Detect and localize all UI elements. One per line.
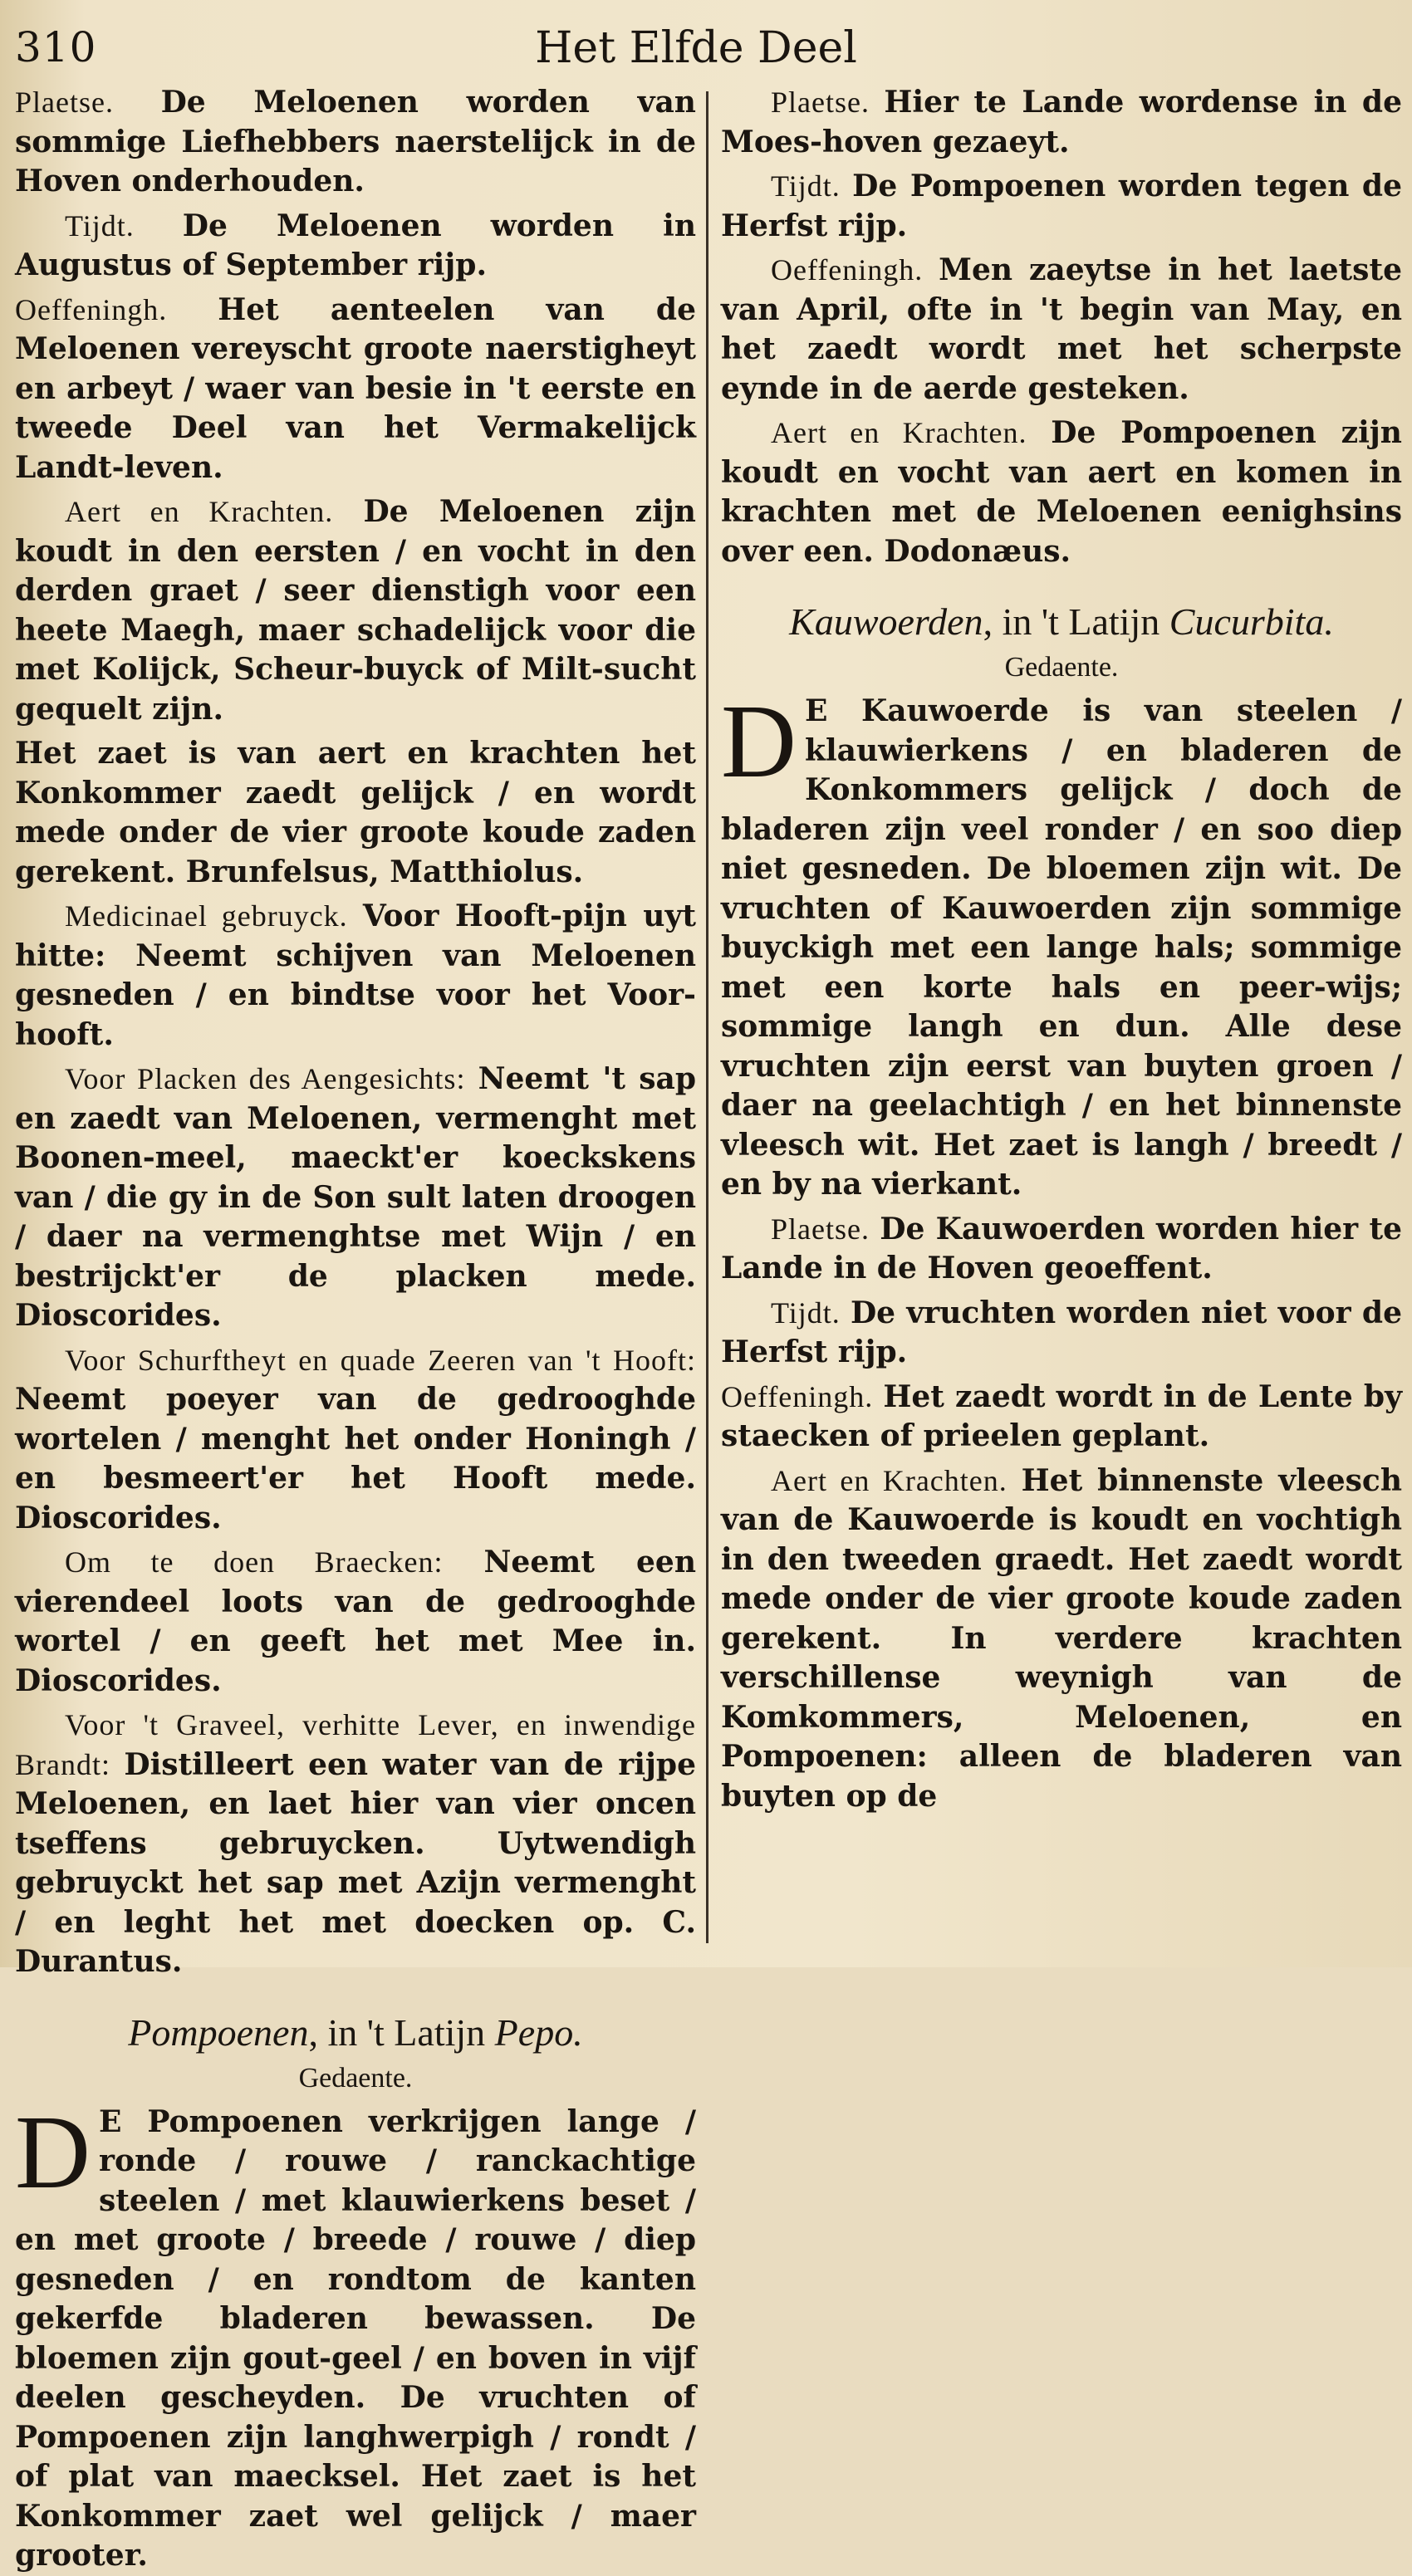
section-latin-name: Pepo.	[494, 2010, 583, 2054]
right-column	[721, 83, 1402, 1952]
paragraph-tijdt	[721, 167, 1402, 246]
paragraph-aert-en-krachten	[15, 492, 696, 729]
paragraph-text: Het aenteelen van de Meloenen vereyscht groote naerstigheyt en arbeyt / waer van besie in 't eerste en tweede Deel van het Vermakelijck Landt-leven.	[15, 291, 696, 485]
subheading-gedaente: Gedaente.	[1004, 652, 1119, 683]
paragraph-label: Medicinael gebruyck.	[65, 899, 348, 933]
paragraph-text: Distilleert een water van de rijpe Meloenen, en laet hier van vier oncen tseffens gebruycken. Uytwendigh gebruyckt het sap met Azijn vermenght / en leght het met doecken op. C. Durantus.	[15, 1746, 696, 1979]
paragraph-label: Oeffeningh.	[771, 253, 924, 286]
section-name: Kauwoerden	[789, 600, 983, 643]
paragraph-text: De Kauwoerden worden hier te Lande in de Hoven geoeffent.	[721, 1211, 1402, 1286]
paragraph-text: Neemt poeyer van de gedrooghde wortelen / menght het onder Honingh / en besmeert'er het Hooft mede. Dioscorides.	[15, 1382, 696, 1535]
paragraph-kauwoerden-gedaente	[721, 684, 1402, 1205]
paragraph-text: De Meloenen zijn koudt in den eersten / en vocht in den derden graet / seer dienstigh voor een heete Maegh, maer schadelijck voor die met Kolijck, Scheur-buyck of Milt-sucht gequelt zijn.	[15, 494, 696, 727]
section-title-pompoenen	[15, 2010, 696, 2054]
paragraph-text: Neemt een vierendeel loots van de gedrooghde wortel / en geeft het met Mee in. Dioscorides.	[15, 1545, 697, 1698]
paragraph-label: Oeffeningh.	[15, 292, 168, 326]
paragraph-text: Neemt 't sap en zaedt van Meloenen, vermenght met Boonen-meel, maeckt'er koeckskens van / die gy in de Son sult laten droogen / daer na vermenghtse met Wijn / en bestrijckt'er de placken mede. Dioscorides.	[15, 1061, 696, 1333]
paragraph-label: Voor Placken des Aengesichts:	[65, 1062, 466, 1095]
paragraph-label: Tijdt.	[65, 208, 135, 242]
paragraph-schurftheyt	[15, 1341, 696, 1539]
paragraph-text: De Meloenen worden in Augustus of September rijp.	[15, 208, 697, 282]
paragraph-text: E Pompoenen verkrijgen lange / ronde / rouwe / ranckachtige steelen / met klauwierkens beset / en met groote / breede / rouwe / diep gesneden / en rondtom de kanten gekerfde bladeren bewassen. De bloemen zijn gout-geel / en boven in vijf deelen gescheyden. De vruchten of Pompoenen zijn langhwerpigh / rondt / of plat van maecksel. Het zaet is het Konkommer zaet wel gelijck / maer grooter.	[15, 2103, 696, 2573]
paragraph-label: Oeffeningh.	[721, 1379, 874, 1413]
section-title-separator: , in 't Latijn	[983, 600, 1160, 643]
section-name: Pompoenen	[128, 2010, 309, 2054]
paragraph-placken	[15, 1060, 696, 1336]
paragraph-medicinael	[15, 897, 696, 1055]
paragraph-plaetse	[721, 83, 1402, 162]
paragraph-label: Voor Schurftheyt en quade Zeeren van 't Hooft:	[65, 1343, 696, 1377]
section-title-kauwoerden	[721, 600, 1402, 644]
column-divider	[706, 91, 708, 1943]
paragraph-plaetse-kauwoerden	[721, 1210, 1402, 1289]
paragraph-oeffeningh-kauwoerden	[721, 1378, 1402, 1457]
paragraph-tijdt-kauwoerden	[721, 1294, 1402, 1373]
section-latin-name: Cucurbita.	[1169, 600, 1334, 643]
paragraph-label: Tijdt.	[771, 169, 841, 203]
paragraph-aert-kauwoerden	[721, 1462, 1402, 1817]
paragraph-label: Tijdt.	[771, 1295, 841, 1330]
paragraph-text: E Kauwoerde is van steelen / klauwierkens / en bladeren de Konkommers gelijck / doch de bladeren zijn veel ronder / en soo diep niet gesneden. De bloemen zijn wit. De vruchten of Kauwoerden zijn sommige buyckigh met een lange hals; sommige met een korte hals en peer-wijs; sommige langh en dun. Alle dese vruchten zijn eerst van buyten groen / daer na geelachtigh / en het binnenste vleesch wit. Het zaet is langh / breedt / en by na vierkant.	[721, 693, 1402, 1202]
drop-cap: D	[15, 2094, 91, 2211]
running-head: Het Elfde Deel	[535, 23, 857, 73]
page-number: 310	[15, 23, 97, 71]
paragraph-text: Het zaet is van aert en krachten het Konkommer zaedt gelijck / en wordt mede onder de vier groote koude zaden gerekent. Brunfelsus, Matthiolus.	[15, 736, 696, 889]
paragraph-text: De Pompoenen zijn koudt en vocht van aert en komen in krachten met de Meloenen eenighsins over een. Dodonæus.	[721, 415, 1402, 569]
paragraph-zaet	[15, 734, 696, 892]
section-title-separator: , in 't Latijn	[308, 2010, 486, 2054]
paragraph-label: Plaetse.	[771, 86, 870, 119]
paragraph-label: Plaetse.	[771, 1212, 870, 1246]
paragraph-text: Het binnenste vleesch van de Kauwoerde is koudt en vochtigh in den tweeden graedt. Het zaedt wordt mede onder de vier groote koude zaden gerekent. In verdere krachten verschillense weynigh van de Komkommers, Meloenen, en Pompoenen: alleen de bladeren van buyten op de	[721, 1462, 1402, 1814]
paragraph-label: Aert en Krachten.	[771, 416, 1027, 449]
paragraph-label: Aert en Krachten.	[771, 1463, 1008, 1497]
paragraph-aert-en-krachten	[721, 414, 1402, 571]
paragraph-label: Om te doen Braecken:	[65, 1545, 444, 1579]
paragraph-plaetse	[15, 83, 696, 202]
paragraph-graveel	[15, 1706, 696, 1982]
paragraph-text: Voor Hooft-pijn uyt hitte: Neemt schijven van Meloenen gesneden / en bindtse voor het Voor-hooft.	[15, 899, 696, 1052]
paragraph-text: De Pompoenen worden tegen de Herfst rijp.	[721, 169, 1402, 243]
paragraph-oeffeningh	[15, 291, 696, 488]
left-column	[15, 83, 697, 2573]
page-header	[15, 23, 1377, 81]
paragraph-text: De Meloenen worden van sommige Liefhebbers naerstelijck in de Hoven onderhouden.	[15, 85, 696, 198]
paragraph-text: Hier te Lande wordense in de Moes-hoven gezaeyt.	[721, 85, 1403, 159]
paragraph-oeffeningh	[721, 251, 1402, 409]
paragraph-pompoenen-gedaente	[15, 2094, 696, 2576]
paragraph-braecken	[15, 1543, 696, 1701]
paragraph-label: Plaetse.	[15, 86, 114, 119]
paragraph-tijdt	[15, 207, 696, 286]
paragraph-text: De vruchten worden niet voor de Herfst rijp.	[721, 1295, 1403, 1369]
paragraph-text: Het zaedt wordt in de Lente by staecken of prieelen geplant.	[721, 1379, 1402, 1453]
subheading-gedaente: Gedaente.	[298, 2062, 413, 2094]
drop-cap: D	[721, 684, 797, 800]
paragraph-label: Voor 't Graveel, verhitte Lever, en inwendige Brandt:	[15, 1708, 696, 1781]
paragraph-label: Aert en Krachten.	[65, 495, 334, 528]
paragraph-text: Men zaeytse in het laetste van April, ofte in 't begin van May, en het zaedt wordt met het scherpste eynde in de aerde gesteken.	[721, 252, 1402, 406]
